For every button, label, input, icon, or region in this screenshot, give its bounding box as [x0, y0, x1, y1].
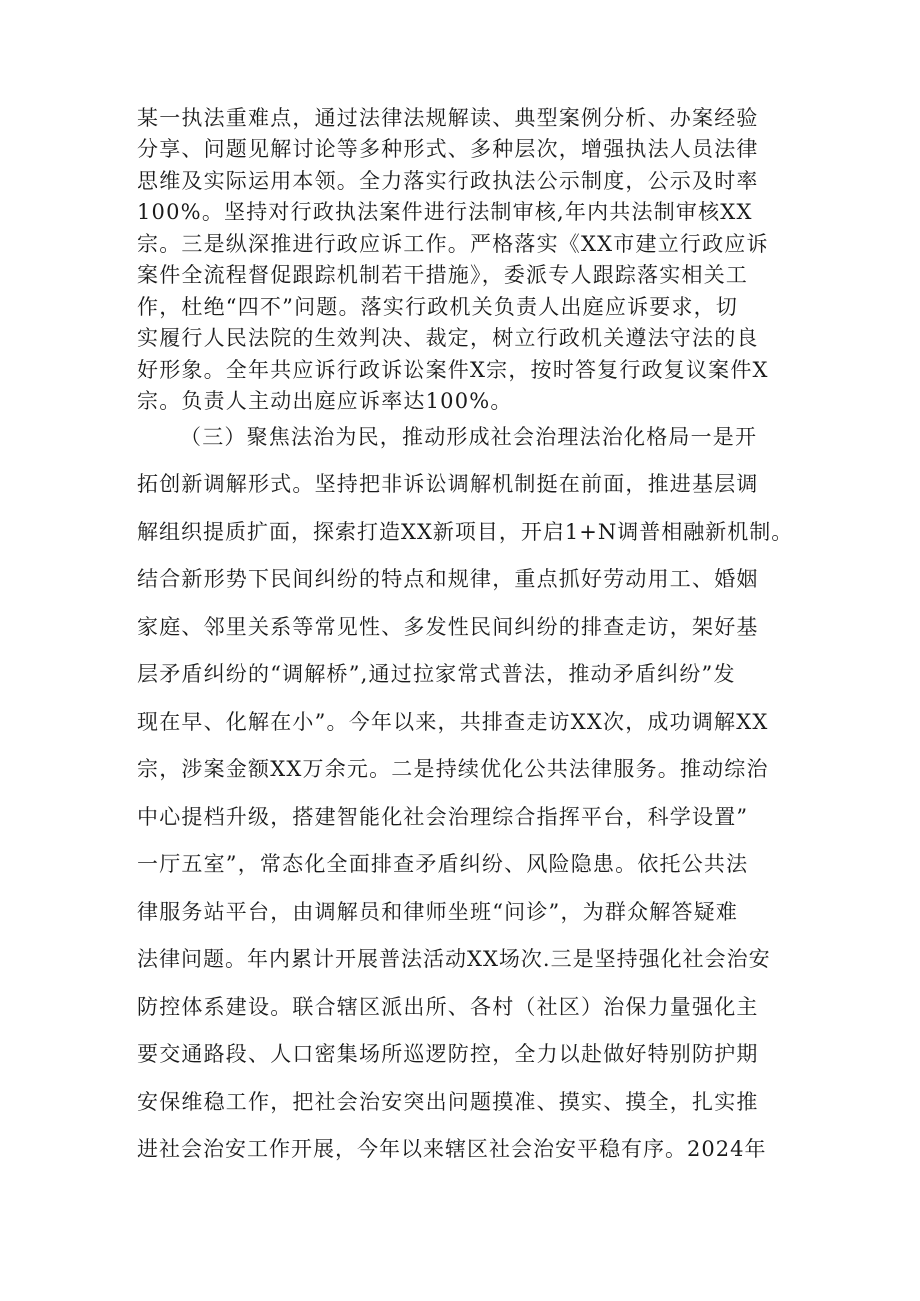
paragraph-line: 分享、问题见解讨论等多种形式、多种层次，增强执法人员法律: [137, 137, 759, 161]
paragraph-line: 律服务站平台，由调解员和律师坐班“问诊”，为群众解答疑难: [137, 900, 739, 924]
paragraph-line: 防控体系建设。联合辖区派出所、各村（社区）治保力量强化主: [137, 995, 759, 1019]
paragraph-line: 结合新形势下民间纠纷的特点和规律，重点抓好劳动用工、婚姻: [137, 567, 759, 591]
paragraph-line: 要交通路段、人口密集场所巡逻防控，全力以赴做好特别防护期: [137, 1042, 759, 1066]
paragraph-line: 实履行人民法院的生效判决、裁定，树立行政机关遵法守法的良: [137, 326, 759, 350]
paragraph-line: 宗。负责人主动出庭应诉率达100%。: [137, 389, 513, 413]
paragraph-line: 安保维稳工作，把社会治安突出问题摸准、摸实、摸全，扎实推: [137, 1090, 759, 1114]
paragraph-line: 作，杜绝“四不”问题。落实行政机关负责人出庭应诉要求，切: [137, 295, 739, 319]
paragraph-line: 一厅五室”，常态化全面排查矛盾纠纷、风险隐患。依托公共法: [137, 852, 749, 876]
paragraph-line: 好形象。全年共应诉行政诉讼案件X宗，按时答复行政复议案件X: [137, 358, 769, 382]
paragraph-line: 思维及实际运用本领。全力落实行政执法公示制度，公示及时率: [137, 169, 759, 193]
paragraph-line: 法律问题。年内累计开展普法活动XX场次.三是坚持强化社会治安: [137, 947, 771, 971]
section-heading-line: （三）聚焦法治为民，推动形成社会治理法治化格局一是开: [180, 425, 758, 449]
paragraph-line: 宗。三是纵深推进行政应诉工作。严格落实《XX市建立行政应诉: [137, 232, 769, 256]
paragraph-line: 某一执法重难点，通过法律法规解读、典型案例分析、办案经验: [137, 106, 759, 130]
paragraph-line: 解组织提质扩面，探索打造XX新项目，开启1+N调普相融新机制。: [137, 520, 794, 544]
paragraph-line: 宗，涉案金额XX万余元。二是持续优化公共法律服务。推动综治: [137, 757, 769, 781]
paragraph-line: 现在早、化解在小”。今年以来，共排查走访XX次，成功调解XX: [137, 710, 769, 734]
paragraph-line: 进社会治安工作开展，今年以来辖区社会治安平稳有序。2024年: [137, 1137, 767, 1161]
paragraph-line: 案件全流程督促跟踪机制若干措施》，委派专人跟踪落实相关工: [137, 263, 749, 287]
paragraph-line: 层矛盾纠纷的“调解桥”,通过拉家常式普法，推动矛盾纠纷”发: [137, 662, 736, 686]
paragraph-line: 100%。坚持对行政执法案件进行法制审核,年内共法制审核XX: [137, 200, 753, 224]
paragraph-line: 中心提档升级，搭建智能化社会治理综合指挥平台，科学设置”: [137, 805, 749, 829]
paragraph-line: 家庭、邻里关系等常见性、多发性民间纠纷的排查走访，架好基: [137, 615, 759, 639]
paragraph-line: 拓创新调解形式。坚持把非诉讼调解机制挺在前面，推进基层调: [137, 472, 759, 496]
